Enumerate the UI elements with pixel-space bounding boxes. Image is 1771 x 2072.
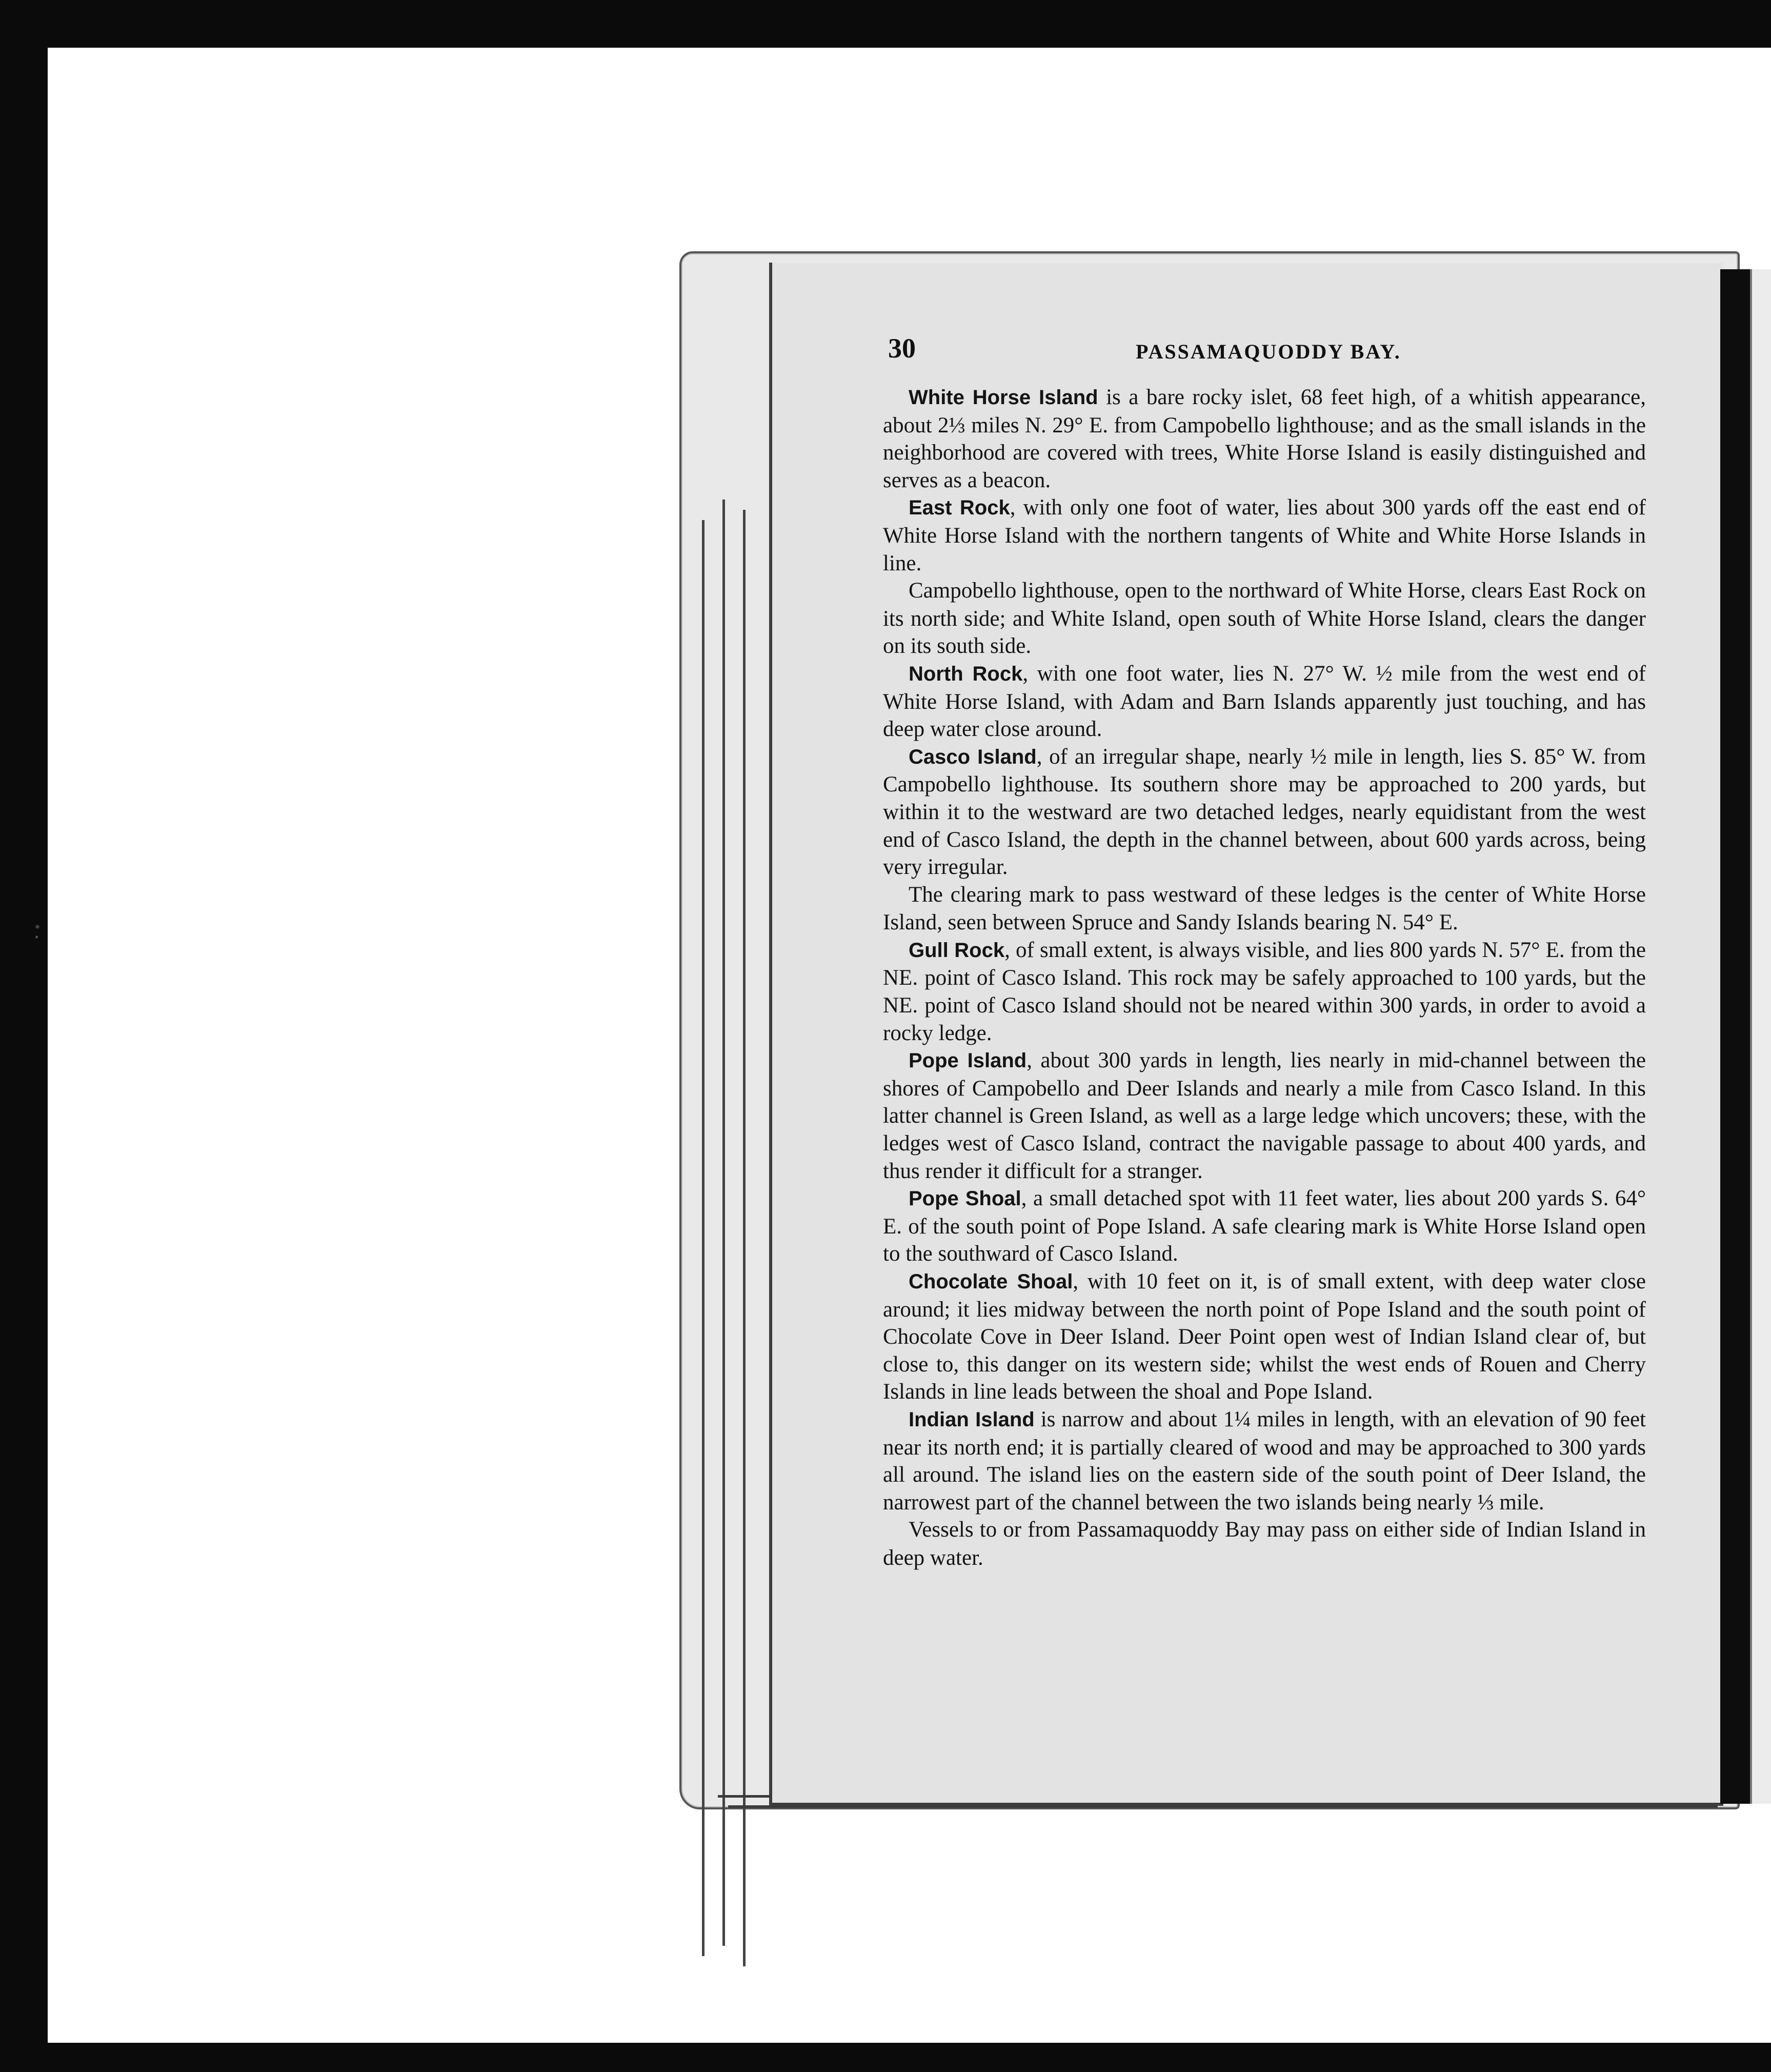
paragraph xyxy=(883,1047,1646,1185)
paragraph-text: , of small extent, is always visible, and lies 800 yards N. 57° E. from the NE. point of Casco Island. This rock may be safely approached to 100 yards, but the NE. point of Casco Island should not be neared within 300 yards, in order to avoid a rocky ledge. xyxy=(883,938,1646,1045)
paragraph-heading: Pope Shoal xyxy=(909,1187,1021,1210)
paragraph xyxy=(883,743,1646,881)
paragraph-text: , about 300 yards in length, lies nearly in mid-channel between the shores of Campobello and Deer Islands and nearly a mile from Casco Island. In this latter channel is Green Island, as well as a large ledge which uncovers; these, with the ledges west of Casco Island, contract the navigable passage to about 400 yards, and thus render it difficult for a stranger. xyxy=(883,1048,1646,1183)
paragraph-text: , with 10 feet on it, is of small extent, with deep water close around; it lies midway between the north point of Pope Island and the south point of Chocolate Cove in Deer Island. Deer Point open west of Indian Island clear of, but close to, this danger on its western side; whilst the west ends of Rouen and Cherry Islands in line leads between the shoal and Pope Island. xyxy=(883,1269,1646,1404)
paragraph-text: The clearing mark to pass westward of these ledges is the center of White Horse Island, seen between Spruce and Sandy Islands bearing N. 54° E. xyxy=(883,882,1646,935)
paragraph xyxy=(883,1268,1646,1406)
paragraph xyxy=(883,494,1646,577)
paragraph-text: is narrow and about 1¼ miles in length, with an elevation of 90 feet near its north end; it is partially cleared of wood and may be approached to 300 yards all around. The island lies on the eastern side of the south point of Deer Island, the narrowest part of the channel between the two islands being nearly ⅓ mile. xyxy=(883,1407,1646,1515)
paragraph-text: , a small detached spot with 11 feet water, lies about 200 yards S. 64° E. of the south point of Pope Island. A safe clearing mark is White Horse Island open to the southward of Casco Island. xyxy=(883,1186,1646,1266)
paragraph xyxy=(883,1406,1646,1516)
paragraph-heading: Pope Island xyxy=(909,1049,1027,1072)
page-edge-line xyxy=(743,510,746,1966)
paragraph-text: Vessels to or from Passamaquoddy Bay may pass on either side of Indian Island in deep water. xyxy=(883,1518,1646,1570)
paragraph-heading: Casco Island xyxy=(909,745,1037,768)
book-gutter-shadow xyxy=(1720,269,1750,1804)
paragraph-heading: East Rock xyxy=(909,496,1010,520)
paragraph xyxy=(883,384,1646,494)
paragraph-heading: White Horse Island xyxy=(909,386,1098,409)
film-speck xyxy=(34,921,41,941)
paragraph xyxy=(883,1185,1646,1268)
paragraph-text: is a bare rocky islet, 68 feet high, of a whitish appearance, about 2⅓ miles N. 29° E. from Campobello lighthouse; and as the small islands in the neighborhood are covered with trees, White Horse Island is easily distinguished and serves as a beacon. xyxy=(883,385,1646,492)
page-edge-line xyxy=(702,520,705,1956)
paragraph-heading: Indian Island xyxy=(909,1408,1035,1431)
paragraph-text: , with only one foot of water, lies about 300 yards off the east end of White Horse Island with the northern tangents of White and White Horse Islands in line. xyxy=(883,495,1646,575)
paragraph xyxy=(883,937,1646,1047)
paragraph xyxy=(883,881,1646,937)
paragraph-heading: North Rock xyxy=(909,662,1023,685)
paragraph xyxy=(883,1516,1646,1571)
paragraph xyxy=(883,660,1646,743)
page-edge-line xyxy=(722,500,725,1946)
running-head: PASSAMAQUODDY BAY. xyxy=(1136,340,1401,363)
paragraph xyxy=(883,577,1646,660)
paragraph-text: , of an irregular shape, nearly ½ mile in length, lies S. 85° W. from Campobello lighthouse. Its southern shore may be approached to 200 yards, but within it to the westward are two detached ledges, nearly equidistant from the west end of Casco Island, the depth in the channel between, about 600 yards across, being very irregular. xyxy=(883,744,1646,880)
paragraph-heading: Chocolate Shoal xyxy=(909,1270,1073,1293)
paragraph-text: , with one foot water, lies N. 27° W. ½ mile from the west end of White Horse Island, with Adam and Barn Islands apparently just touching, and has deep water close around. xyxy=(883,661,1646,742)
facing-page-edge xyxy=(1750,269,1771,1804)
body-text xyxy=(883,384,1646,1572)
paragraph-heading: Gull Rock xyxy=(909,939,1005,962)
page-number: 30 xyxy=(888,333,916,364)
paragraph-text: Campobello lighthouse, open to the northward of White Horse, clears East Rock on its north side; and White Island, open south of White Horse Island, clears the danger on its south side. xyxy=(883,579,1646,659)
